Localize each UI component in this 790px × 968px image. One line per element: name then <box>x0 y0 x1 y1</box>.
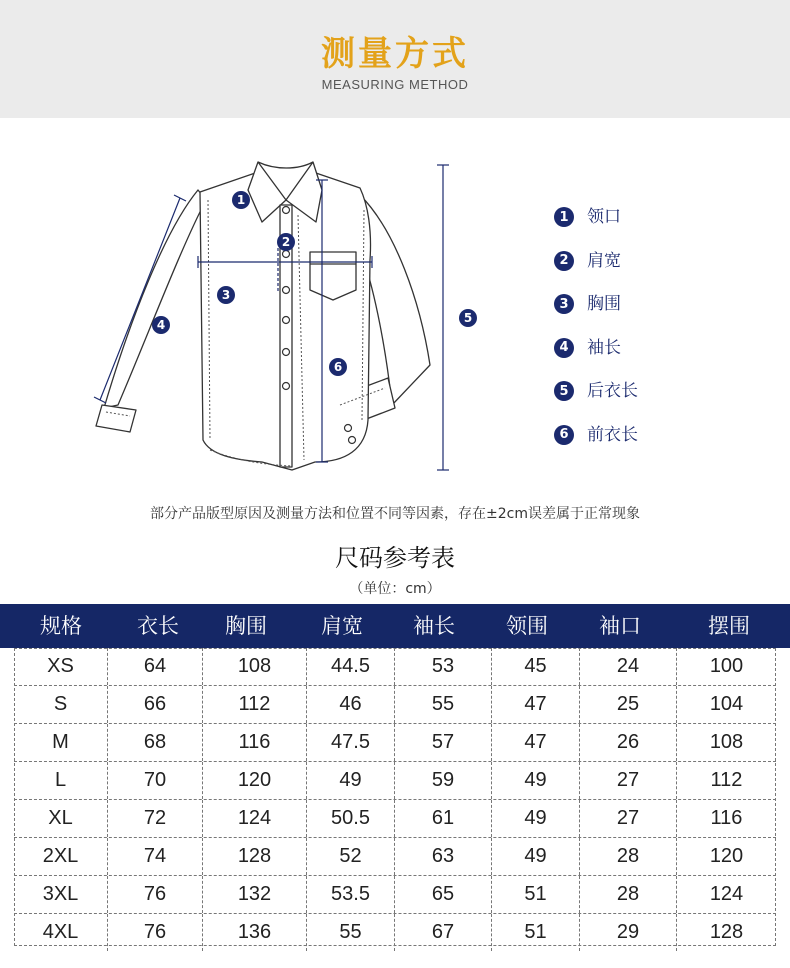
section-title: 测量方式 <box>321 34 469 74</box>
legend-label: 后衣长 <box>587 381 638 401</box>
table-cell: 132 <box>202 876 306 913</box>
table-cell: 3XL <box>42 883 79 905</box>
table-cell: 74 <box>107 838 202 875</box>
table-row <box>14 914 776 951</box>
legend-item <box>554 294 638 338</box>
table-cell: 124 <box>202 800 306 837</box>
table-cell: 104 <box>676 686 776 723</box>
column-header-hem: 摆围 <box>708 614 750 638</box>
legend-number: 2 <box>554 251 574 271</box>
size-table-header <box>0 604 790 648</box>
table-cell: 28 <box>579 838 676 875</box>
legend-item <box>554 338 638 382</box>
table-cell: L <box>54 769 67 791</box>
table-cell: 53 <box>394 648 491 685</box>
table-row <box>14 876 776 914</box>
table-cell: 61 <box>394 800 491 837</box>
table-cell: 76 <box>107 876 202 913</box>
table-cell: 64 <box>107 648 202 685</box>
table-cell: 112 <box>676 762 776 799</box>
table-cell: 68 <box>107 724 202 761</box>
table-cell: 53.5 <box>306 876 394 913</box>
table-cell: 65 <box>394 876 491 913</box>
table-cell: 28 <box>579 876 676 913</box>
table-cell: 47.5 <box>306 724 394 761</box>
table-cell: 55 <box>306 914 394 951</box>
legend-number: 5 <box>554 381 574 401</box>
table-cell: 24 <box>579 648 676 685</box>
table-cell: 47 <box>491 724 579 761</box>
table-cell: 49 <box>491 838 579 875</box>
svg-text:6: 6 <box>333 360 343 374</box>
table-cell: 27 <box>579 800 676 837</box>
legend-label: 胸围 <box>587 294 621 314</box>
table-cell: 55 <box>394 686 491 723</box>
table-unit: （单位：cm） <box>349 581 441 597</box>
left-cuff <box>96 405 136 432</box>
left-sleeve <box>104 190 206 408</box>
table-cell: 128 <box>676 914 776 951</box>
table-cell: 45 <box>491 648 579 685</box>
table-row <box>14 686 776 724</box>
table-cell: 46 <box>306 686 394 723</box>
column-header-collar: 领围 <box>506 614 548 638</box>
legend-item <box>554 207 638 251</box>
legend-label: 前衣长 <box>587 424 638 445</box>
legend-number: 3 <box>554 294 574 314</box>
svg-text:3: 3 <box>221 288 231 302</box>
table-cell: 52 <box>306 838 394 875</box>
legend-item <box>554 381 638 425</box>
table-row <box>14 838 776 876</box>
legend-number: 4 <box>554 338 574 358</box>
svg-text:4: 4 <box>156 318 166 332</box>
table-cell: 49 <box>306 762 394 799</box>
table-cell: 49 <box>491 762 579 799</box>
table-row <box>14 800 776 838</box>
table-cell: 76 <box>107 914 202 951</box>
legend-label: 肩宽 <box>587 250 621 271</box>
table-row <box>14 648 776 686</box>
column-header-cuff: 袖口 <box>599 614 641 638</box>
table-cell: 2XL <box>42 845 79 867</box>
table-cell: 116 <box>676 800 776 837</box>
section-subtitle: MEASURING METHOD <box>321 77 469 92</box>
table-cell: M <box>52 731 69 753</box>
table-cell: 63 <box>394 838 491 875</box>
svg-text:5: 5 <box>463 311 473 325</box>
table-cell: 108 <box>202 648 306 685</box>
table-cell: 57 <box>394 724 491 761</box>
table-cell: 124 <box>676 876 776 913</box>
table-cell: 26 <box>579 724 676 761</box>
table-cell: 108 <box>676 724 776 761</box>
legend <box>554 207 638 468</box>
column-header-chest: 胸围 <box>225 614 267 638</box>
table-cell: 116 <box>202 724 306 761</box>
table-cell: 49 <box>491 800 579 837</box>
legend-label: 袖长 <box>587 337 621 358</box>
size-table-body <box>14 648 776 951</box>
table-title: 尺码参考表 <box>335 544 455 572</box>
table-cell: 51 <box>491 876 579 913</box>
legend-item <box>554 425 638 469</box>
table-cell: 136 <box>202 914 306 951</box>
table-cell: 47 <box>491 686 579 723</box>
column-header-sleeve: 袖长 <box>413 614 455 638</box>
table-cell: 50.5 <box>306 800 394 837</box>
legend-number: 1 <box>554 207 574 227</box>
column-header-size: 规格 <box>40 614 82 638</box>
table-row <box>14 724 776 762</box>
column-header-length: 衣长 <box>137 614 179 638</box>
table-cell: 120 <box>202 762 306 799</box>
table-cell: 70 <box>107 762 202 799</box>
table-row <box>14 762 776 800</box>
right-sleeve <box>360 195 430 405</box>
table-cell: 72 <box>107 800 202 837</box>
shirt-diagram <box>0 150 520 490</box>
svg-text:1: 1 <box>236 193 246 207</box>
table-cell: 120 <box>676 838 776 875</box>
legend-item <box>554 251 638 295</box>
legend-label: 领口 <box>587 207 621 227</box>
table-cell: S <box>53 693 68 715</box>
table-cell: XL <box>48 807 73 829</box>
table-cell: 67 <box>394 914 491 951</box>
column-header-shoulder: 肩宽 <box>321 614 363 638</box>
svg-text:2: 2 <box>281 235 291 249</box>
table-cell: 4XL <box>42 921 79 943</box>
table-cell: XS <box>47 655 74 677</box>
table-cell: 27 <box>579 762 676 799</box>
table-cell: 128 <box>202 838 306 875</box>
pocket <box>310 252 356 300</box>
table-cell: 29 <box>579 914 676 951</box>
table-cell: 112 <box>202 686 306 723</box>
legend-number: 6 <box>554 425 574 445</box>
table-cell: 44.5 <box>306 648 394 685</box>
table-cell: 51 <box>491 914 579 951</box>
table-cell: 59 <box>394 762 491 799</box>
table-cell: 100 <box>676 648 776 685</box>
header-banner <box>0 0 790 118</box>
table-cell: 25 <box>579 686 676 723</box>
tolerance-note: 部分产品版型原因及测量方法和位置不同等因素，存在±2cm误差属于正常现象 <box>150 506 640 522</box>
table-cell: 66 <box>107 686 202 723</box>
